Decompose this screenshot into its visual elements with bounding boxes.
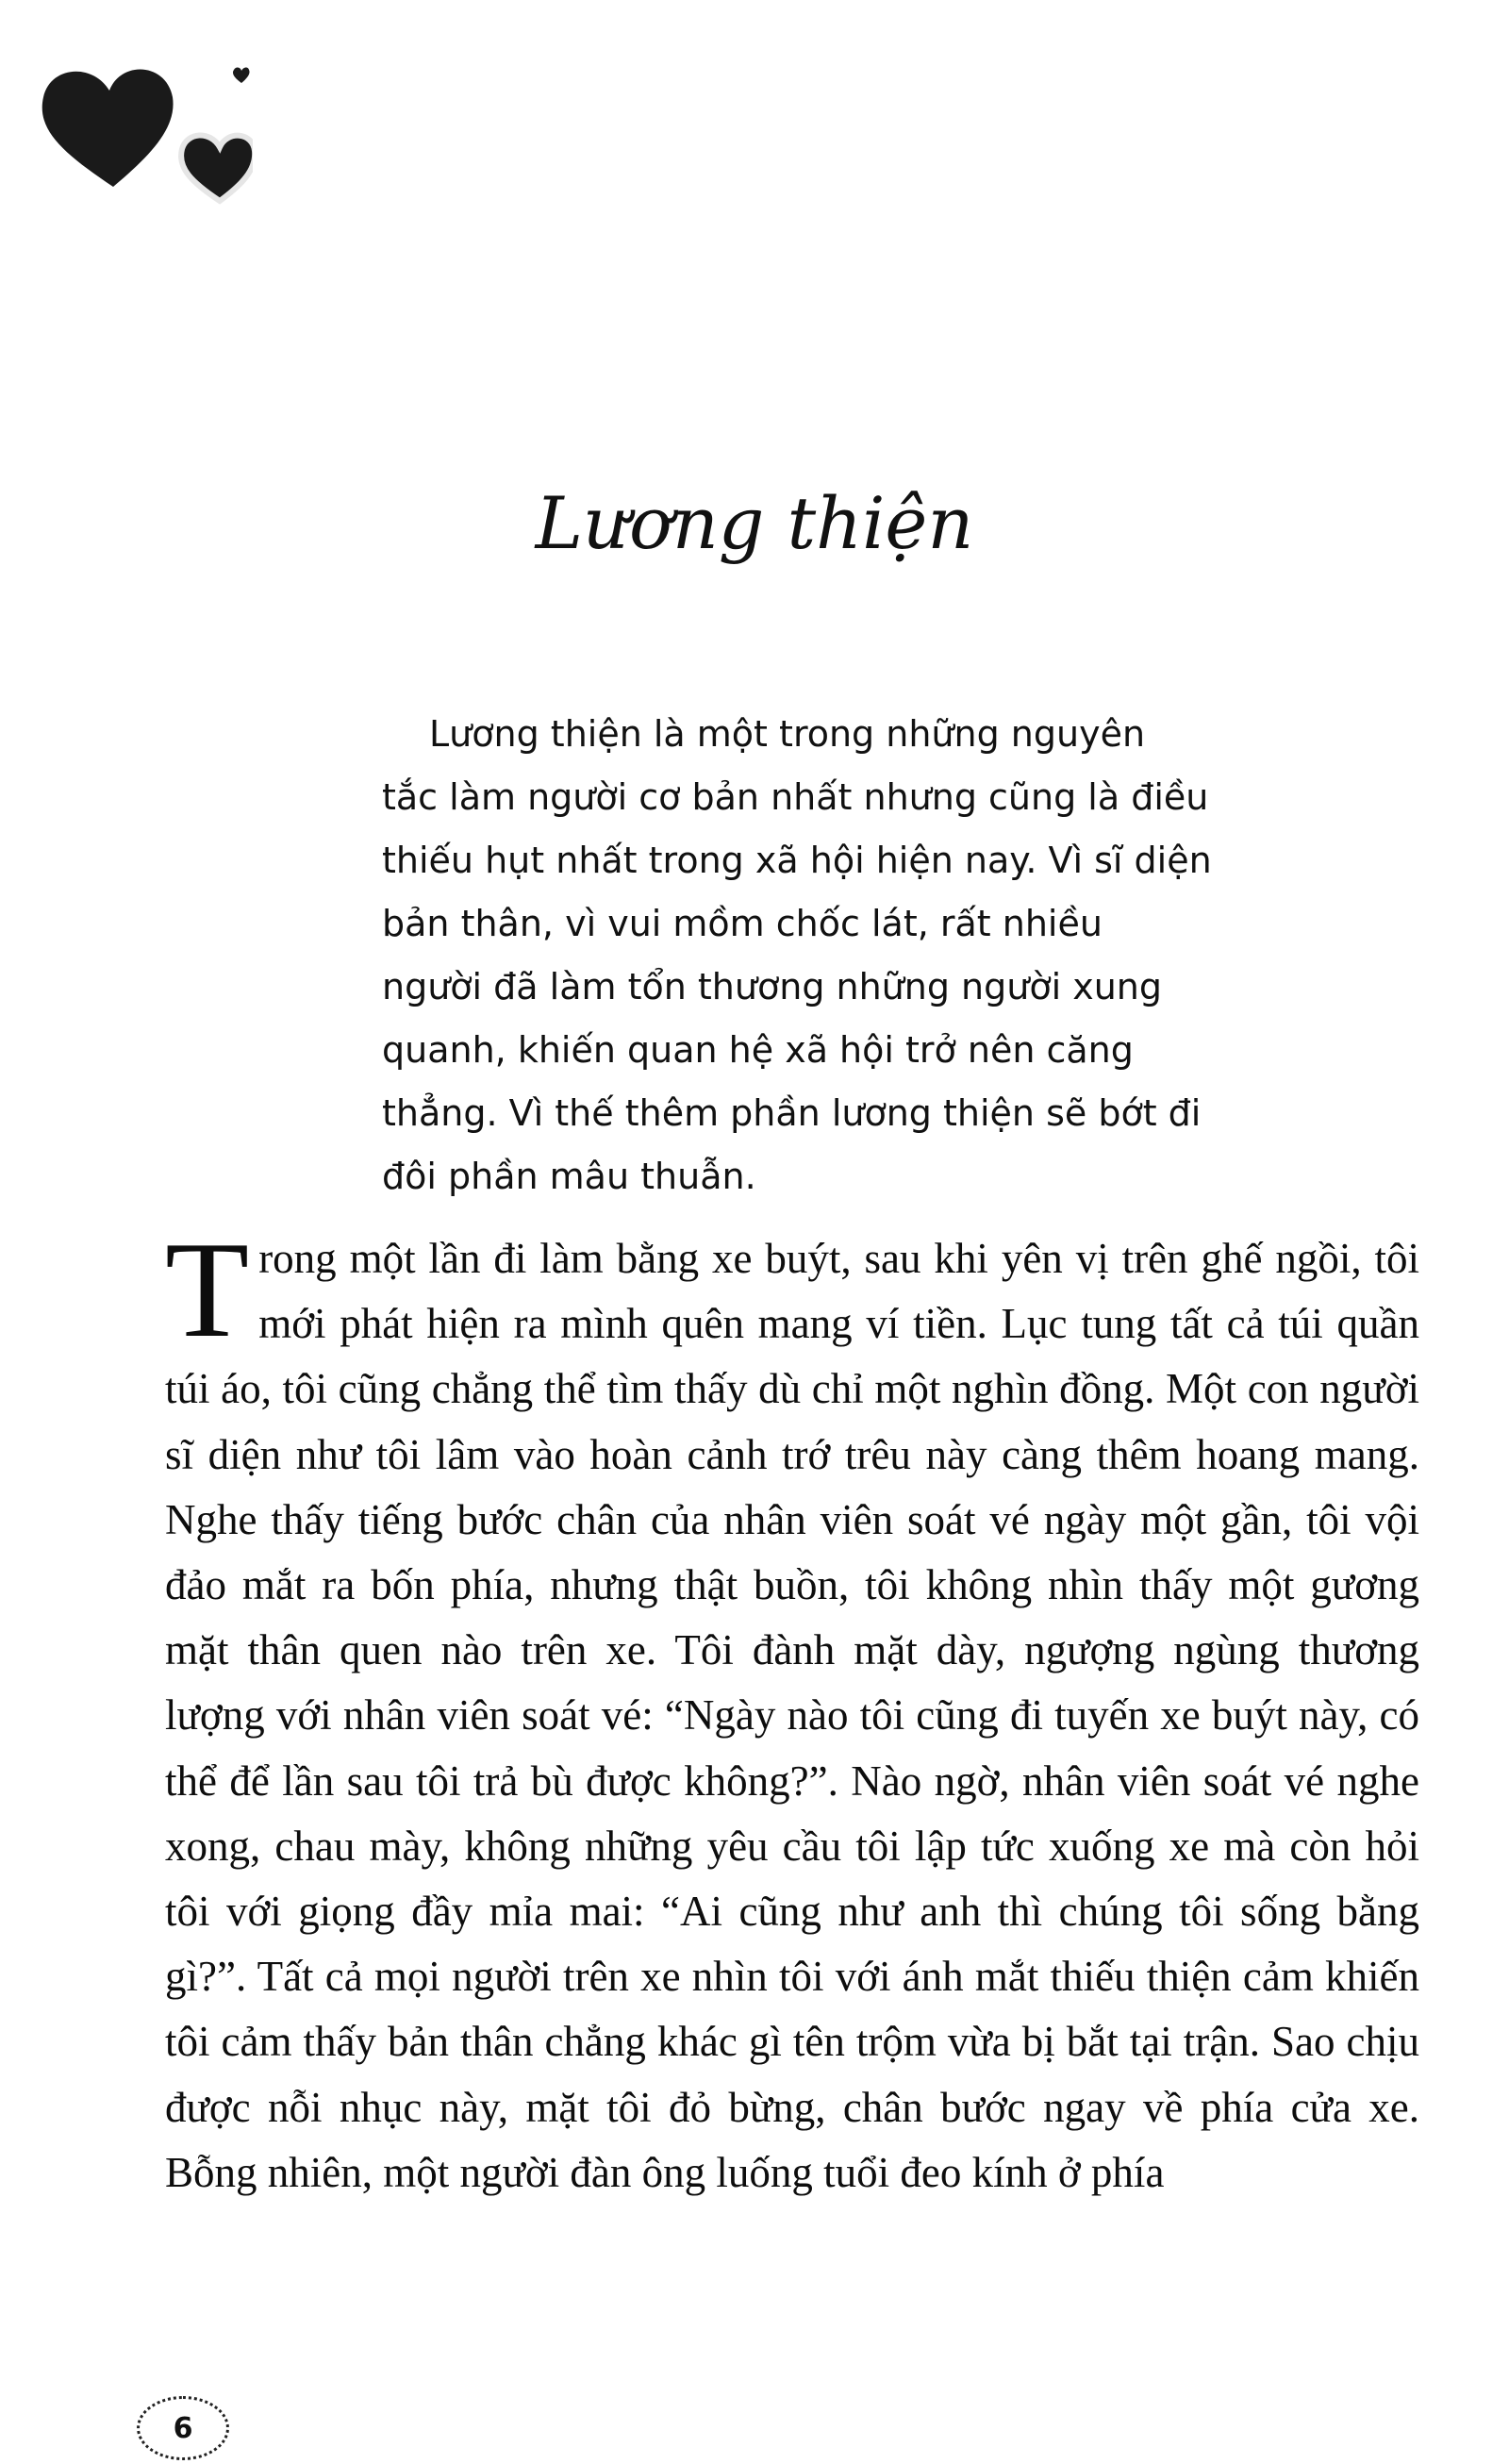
body-text bbox=[165, 1213, 1419, 2206]
intro-paragraph bbox=[382, 703, 1212, 1208]
intro-text: Lương thiện là một trong những nguyên tắc làm người cơ bản nhất nhưng cũng là điều thiếu hụt nhất trong xã hội hiện nay. Vì sĩ diện bản thân, vì vui mồm chốc lát, rất nhiều người đã làm tổn thương những người xung quanh, khiến quan hệ xã hội trở nên căng thẳng. Vì thế thêm phần lương thiện sẽ bớt đi đôi phần mâu thuẫn. bbox=[382, 713, 1212, 1197]
body-paragraph: rong một lần đi làm bằng xe buýt, sau khi yên vị trên ghế ngồi, tôi mới phát hiện ra mình quên mang ví tiền. Lục tung tất cả túi quần túi áo, tôi cũng chẳng thể tìm thấy dù chỉ một nghìn đồng. Một con người sĩ diện như tôi lâm vào hoàn cảnh trớ trêu này càng thêm hoang mang. Nghe thấy tiếng bước chân của nhân viên soát vé ngày một gần, tôi vội đảo mắt ra bốn phía, nhưng thật buồn, tôi không nhìn thấy một gương mặt thân quen nào trên xe. Tôi đành mặt dày, ngượng ngùng thương lượng với nhân viên soát vé: “Ngày nào tôi cũng đi tuyến xe buýt này, có thể để lần sau tôi trả bù được không?”. Nào ngờ, nhân viên soát vé nghe xong, chau mày, không những yêu cầu tôi lập tức xuống xe mà còn hỏi tôi với giọng đầy mỉa mai: “Ai cũng như anh thì chúng tôi sống bằng gì?”. Tất cả mọi người trên xe nhìn tôi với ánh mắt thiếu thiện cảm khiến tôi cảm thấy bản thân chẳng khác gì tên trộm vừa bị bắt tại trận. Sao chịu được nỗi nhục này, mặt tôi đỏ bừng, chân bước ngay về phía cửa xe. Bỗng nhiên, một người đàn ông luống tuổi đeo kính ở phía bbox=[165, 1235, 1419, 2196]
hearts-icon bbox=[26, 45, 253, 206]
page-number: 6 bbox=[137, 2396, 229, 2460]
drop-cap: T bbox=[165, 1213, 250, 1366]
page-title: Lương thiện bbox=[535, 481, 974, 565]
